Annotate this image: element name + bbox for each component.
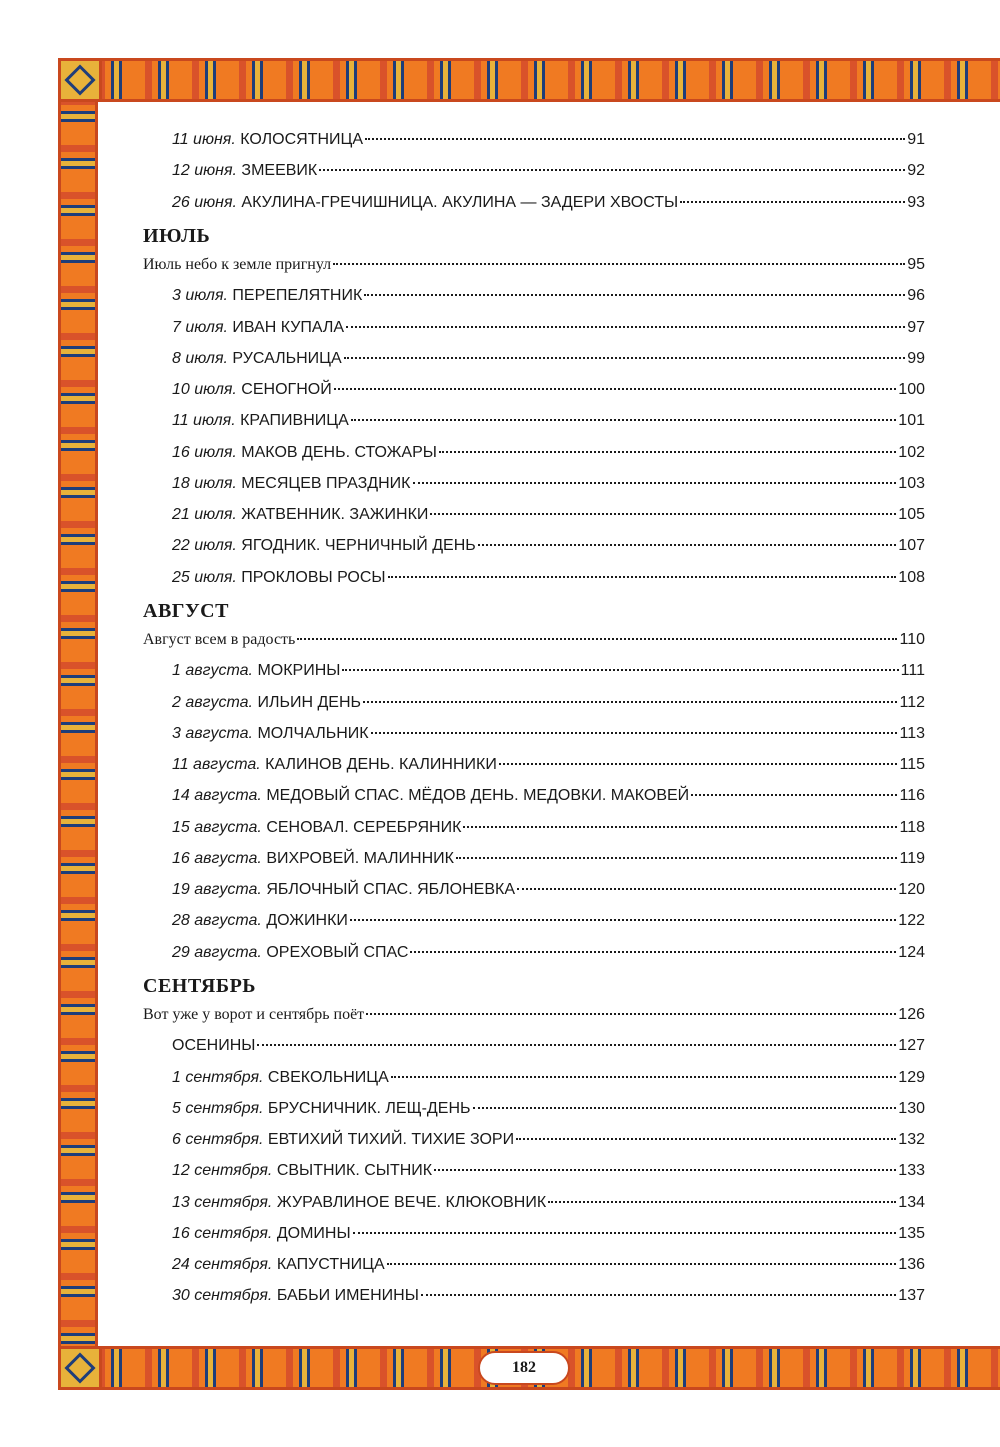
toc-entry-row[interactable] [143, 374, 925, 405]
toc-entry-title: Август всем в радость [143, 631, 296, 648]
toc-entry-page: 116 [899, 787, 925, 805]
toc-entry-date: 11 июня. [172, 131, 236, 148]
toc-entry-text [172, 905, 348, 936]
toc-entry-page: 118 [899, 818, 925, 836]
toc-entry-date: 1 сентября. [172, 1068, 264, 1086]
dot-leader [364, 294, 905, 296]
toc-entry-text [172, 937, 408, 968]
dot-leader [391, 1076, 897, 1078]
toc-entry-date: 30 сентября. [172, 1287, 273, 1305]
toc-entry-row[interactable] [143, 530, 925, 561]
month-heading: ИЮЛЬ [143, 224, 211, 247]
dot-leader [517, 888, 896, 890]
toc-entry-row[interactable] [143, 1030, 925, 1061]
toc-entry-page: 130 [898, 1099, 925, 1117]
toc-entry-title: МЕСЯЦЕВ ПРАЗДНИК [241, 474, 411, 492]
dot-leader [334, 388, 897, 390]
dot-leader [333, 263, 905, 265]
toc-entry-page: 97 [907, 318, 925, 336]
toc-entry-text [172, 1093, 471, 1124]
toc-entry-row[interactable] [143, 437, 925, 468]
toc-entry-date: 1 августа. [172, 662, 253, 680]
toc-entry-title: КОЛОСЯТНИЦА [240, 131, 364, 148]
toc-entry-page: 111 [900, 662, 925, 680]
toc-entry-text [172, 312, 344, 343]
toc-entry-page: 137 [898, 1287, 925, 1305]
toc-entry-title: МЕДОВЫЙ СПАС. МЁДОВ ДЕНЬ. МЕДОВКИ. МАКОВЕЙ [266, 787, 690, 805]
toc-entry-title: СЕНОГНОЙ [241, 381, 332, 398]
toc-entry-date: 28 августа. [172, 912, 262, 930]
toc-entry-title: МОКРИНЫ [257, 662, 341, 680]
dot-leader [463, 826, 897, 828]
toc-entry-text [172, 1280, 419, 1311]
toc-entry-page: 105 [898, 506, 925, 523]
toc-entry-title: АКУЛИНА-ГРЕЧИШНИЦА. АКУЛИНА — ЗАДЕРИ ХВОСТЫ [241, 193, 679, 211]
toc-entry-text [172, 874, 515, 905]
toc-entry-page: 126 [898, 1006, 925, 1023]
toc-entry-title: КРАПИВНИЦА [240, 412, 349, 430]
toc-entry-row[interactable] [143, 280, 925, 311]
toc-entry-page: 113 [899, 724, 925, 742]
dot-leader [350, 919, 896, 921]
dot-leader [473, 1107, 897, 1109]
toc-entry-row[interactable] [143, 187, 925, 218]
toc-entry-row[interactable] [143, 468, 925, 499]
toc-entry-date: 6 сентября. [172, 1131, 264, 1148]
toc-entry-date: 18 июля. [172, 474, 237, 492]
dot-leader [499, 763, 898, 765]
toc-entry-date: 16 июля. [172, 443, 237, 461]
toc-entry-text [172, 1218, 351, 1249]
toc-entry-date: 10 июля. [172, 381, 237, 398]
toc-entry-row[interactable] [143, 405, 925, 436]
toc-entry-text [172, 187, 678, 218]
toc-entry-title: ЕВТИХИЙ ТИХИЙ. ТИХИЕ ЗОРИ [267, 1131, 515, 1148]
toc-entry-page: 100 [898, 381, 925, 398]
toc-entry-text [172, 437, 437, 468]
toc-entry-page: 119 [899, 849, 925, 867]
month-heading: АВГУСТ [143, 599, 229, 622]
toc-entry-page: 103 [898, 474, 925, 492]
toc-entry-page: 110 [899, 631, 925, 648]
toc-entry-text [172, 780, 689, 811]
toc-entry-text [172, 374, 332, 405]
toc-entry-date: 7 июля. [172, 318, 228, 336]
dot-leader [371, 732, 898, 734]
table-of-contents [143, 124, 925, 1312]
toc-entry-text [172, 405, 349, 436]
toc-entry-page: 129 [898, 1068, 925, 1086]
toc-entry-page: 133 [898, 1162, 925, 1180]
dot-leader [548, 1201, 896, 1203]
toc-entry-date: 29 августа. [172, 943, 262, 961]
toc-entry-title: МОЛЧАЛЬНИК [257, 724, 369, 742]
dot-leader [388, 576, 897, 578]
toc-entry-text [143, 999, 364, 1030]
toc-entry-title: ДОЖИНКИ [266, 912, 348, 930]
page-number: 182 [478, 1351, 570, 1385]
toc-entry-text [172, 687, 361, 718]
toc-entry-title: Вот уже у ворот и сентябрь поёт [143, 1006, 365, 1023]
dot-leader [478, 544, 897, 546]
toc-entry-date: 15 августа. [172, 818, 262, 836]
toc-entry-page: 122 [898, 912, 925, 930]
toc-entry-date: 8 июля. [172, 349, 228, 367]
toc-entry-date: 13 сентября. [172, 1193, 273, 1211]
toc-entry-page: 132 [898, 1131, 925, 1148]
toc-entry-text [172, 343, 342, 374]
ornament-corner-top-left-icon [58, 58, 102, 102]
toc-entry-title: МАКОВ ДЕНЬ. СТОЖАРЫ [241, 443, 437, 461]
toc-entry-text [172, 812, 461, 843]
toc-entry-row[interactable] [143, 1124, 925, 1155]
toc-intro-row[interactable] [143, 999, 925, 1030]
toc-entry-text [143, 624, 295, 655]
toc-entry-page: 92 [907, 162, 925, 180]
toc-entry-title: ИЛЬИН ДЕНЬ [257, 693, 361, 711]
toc-entry-page: 135 [898, 1224, 925, 1242]
toc-entry-date: 25 июля. [172, 568, 237, 586]
toc-entry-text [172, 843, 454, 874]
dot-leader [387, 1263, 897, 1265]
toc-entry-page: 108 [898, 568, 925, 586]
toc-entry-text [172, 562, 386, 593]
dot-leader [439, 451, 896, 453]
dot-leader [413, 482, 897, 484]
toc-entry-row[interactable] [143, 1155, 925, 1186]
toc-entry-title: ВИХРОВЕЙ. МАЛИННИК [266, 849, 454, 867]
toc-entry-text [172, 468, 411, 499]
toc-entry-row[interactable] [143, 499, 925, 530]
toc-entry-date: 26 июня. [172, 193, 237, 211]
toc-entry-row[interactable] [143, 343, 925, 374]
toc-entry-row[interactable] [143, 1280, 925, 1311]
toc-entry-text [172, 280, 362, 311]
toc-entry-row[interactable] [143, 749, 925, 780]
toc-entry-text [172, 1249, 385, 1280]
toc-entry-row[interactable] [143, 905, 925, 936]
month-heading: СЕНТЯБРЬ [143, 974, 257, 997]
toc-entry-text [172, 530, 476, 561]
toc-entry-date: 3 августа. [172, 724, 253, 742]
dot-leader [344, 357, 906, 359]
toc-entry-page: 91 [907, 131, 925, 148]
toc-entry-text [172, 155, 317, 186]
toc-entry-page: 115 [899, 756, 925, 773]
toc-entry-title: ИВАН КУПАЛА [232, 318, 345, 336]
toc-entry-row[interactable] [143, 687, 925, 718]
toc-entry-title: ЖУРАВЛИНОЕ ВЕЧЕ. КЛЮКОВНИК [276, 1193, 547, 1211]
toc-entry-title: КАЛИНОВ ДЕНЬ. КАЛИННИКИ [265, 756, 497, 773]
dot-leader [430, 513, 896, 515]
toc-entry-text [172, 124, 363, 155]
toc-entry-row[interactable] [143, 1093, 925, 1124]
toc-entry-date: 21 июля. [172, 506, 237, 523]
toc-entry-title: СВЕКОЛЬНИЦА [267, 1068, 389, 1086]
ornament-corner-bottom-left-icon [58, 1346, 102, 1390]
toc-entry-title: СВЫТНИК. СЫТНИК [276, 1162, 433, 1180]
toc-entry-title: ЖАТВЕННИК. ЗАЖИНКИ [241, 506, 429, 523]
toc-entry-row[interactable] [143, 1218, 925, 1249]
toc-entry-page: 107 [898, 537, 925, 555]
toc-entry-text [143, 249, 331, 280]
toc-entry-date: 19 августа. [172, 881, 262, 898]
dot-leader [365, 138, 905, 140]
toc-entry-title: СЕНОВАЛ. СЕРЕБРЯНИК [266, 818, 462, 836]
toc-entry-text [172, 1030, 255, 1061]
dot-leader [691, 794, 897, 796]
toc-entry-page: 134 [898, 1193, 925, 1211]
toc-entry-row[interactable] [143, 843, 925, 874]
toc-entry-text [172, 749, 497, 780]
toc-entry-text [172, 655, 340, 686]
toc-entry-row[interactable] [143, 562, 925, 593]
dot-leader [366, 1013, 896, 1015]
toc-entry-text [172, 1155, 432, 1186]
toc-entry-text [172, 718, 369, 749]
dot-leader [319, 169, 905, 171]
toc-entry-text [172, 1124, 514, 1155]
toc-entry-date: 22 июля. [172, 537, 237, 555]
toc-entry-text [172, 1062, 389, 1093]
toc-entry-row[interactable] [143, 1187, 925, 1218]
toc-entry-title: ДОМИНЫ [276, 1224, 351, 1242]
toc-entry-row[interactable] [143, 155, 925, 186]
toc-entry-row[interactable] [143, 718, 925, 749]
toc-entry-row[interactable] [143, 937, 925, 968]
ornamental-border-top [58, 58, 1000, 102]
ornamental-border-left [58, 58, 98, 1390]
dot-leader [680, 201, 905, 203]
toc-entry-title: ПРОКЛОВЫ РОСЫ [241, 568, 386, 586]
toc-entry-row[interactable] [143, 874, 925, 905]
toc-entry-date: 12 сентября. [172, 1162, 273, 1180]
toc-entry-page: 136 [898, 1256, 925, 1273]
toc-entry-page: 112 [899, 693, 925, 711]
dot-leader [410, 951, 896, 953]
toc-entry-title: ОСЕНИНЫ [172, 1037, 256, 1055]
dot-leader [434, 1169, 896, 1171]
dot-leader [516, 1138, 896, 1140]
toc-entry-title: ЯБЛОЧНЫЙ СПАС. ЯБЛОНЕВКА [266, 881, 516, 898]
toc-entry-title: БРУСНИЧНИК. ЛЕЩ-ДЕНЬ [267, 1099, 471, 1117]
toc-entry-date: 24 сентября. [172, 1256, 273, 1273]
toc-entry-date: 11 июля. [172, 412, 236, 430]
toc-entry-date: 2 августа. [172, 693, 253, 711]
toc-entry-title: Июль небо к земле пригнул [143, 256, 332, 273]
toc-entry-page: 96 [907, 287, 925, 305]
toc-entry-page: 120 [898, 881, 925, 898]
dot-leader [353, 1232, 897, 1234]
toc-entry-row[interactable] [143, 780, 925, 811]
toc-entry-row[interactable] [143, 124, 925, 155]
toc-intro-row[interactable] [143, 624, 925, 655]
toc-entry-page: 99 [907, 349, 925, 367]
toc-entry-title: ОРЕХОВЫЙ СПАС [266, 943, 409, 961]
toc-entry-date: 16 августа. [172, 849, 262, 867]
toc-entry-date: 3 июля. [172, 287, 228, 305]
toc-entry-title: ЯГОДНИК. ЧЕРНИЧНЫЙ ДЕНЬ [241, 537, 476, 555]
toc-entry-title: РУСАЛЬНИЦА [232, 349, 342, 367]
toc-entry-title: ЗМЕЕВИК [241, 162, 318, 180]
toc-entry-page: 124 [898, 943, 925, 961]
toc-entry-row[interactable] [143, 312, 925, 343]
toc-entry-row[interactable] [143, 812, 925, 843]
dot-leader [297, 638, 897, 640]
toc-entry-date: 12 июня. [172, 162, 237, 180]
toc-entry-row[interactable] [143, 655, 925, 686]
toc-entry-title: ПЕРЕПЕЛЯТНИК [232, 287, 363, 305]
toc-entry-page: 102 [898, 443, 925, 461]
toc-entry-page: 101 [898, 412, 925, 430]
toc-entry-page: 95 [907, 256, 925, 273]
toc-entry-title: КАПУСТНИЦА [276, 1256, 385, 1273]
dot-leader [342, 669, 898, 671]
dot-leader [363, 701, 897, 703]
dot-leader [456, 857, 898, 859]
dot-leader [351, 419, 897, 421]
toc-entry-date: 11 августа. [172, 756, 261, 773]
toc-entry-title: БАБЬИ ИМЕНИНЫ [276, 1287, 419, 1305]
toc-entry-row[interactable] [143, 1062, 925, 1093]
toc-entry-text [172, 499, 428, 530]
toc-entry-row[interactable] [143, 1249, 925, 1280]
dot-leader [257, 1044, 896, 1046]
toc-entry-date: 16 сентября. [172, 1224, 273, 1242]
toc-entry-text [172, 1187, 546, 1218]
toc-intro-row[interactable] [143, 249, 925, 280]
toc-entry-page: 93 [907, 193, 925, 211]
dot-leader [346, 326, 905, 328]
dot-leader [421, 1294, 896, 1296]
toc-entry-page: 127 [898, 1037, 925, 1055]
toc-entry-date: 14 августа. [172, 787, 262, 805]
toc-entry-date: 5 сентября. [172, 1099, 264, 1117]
